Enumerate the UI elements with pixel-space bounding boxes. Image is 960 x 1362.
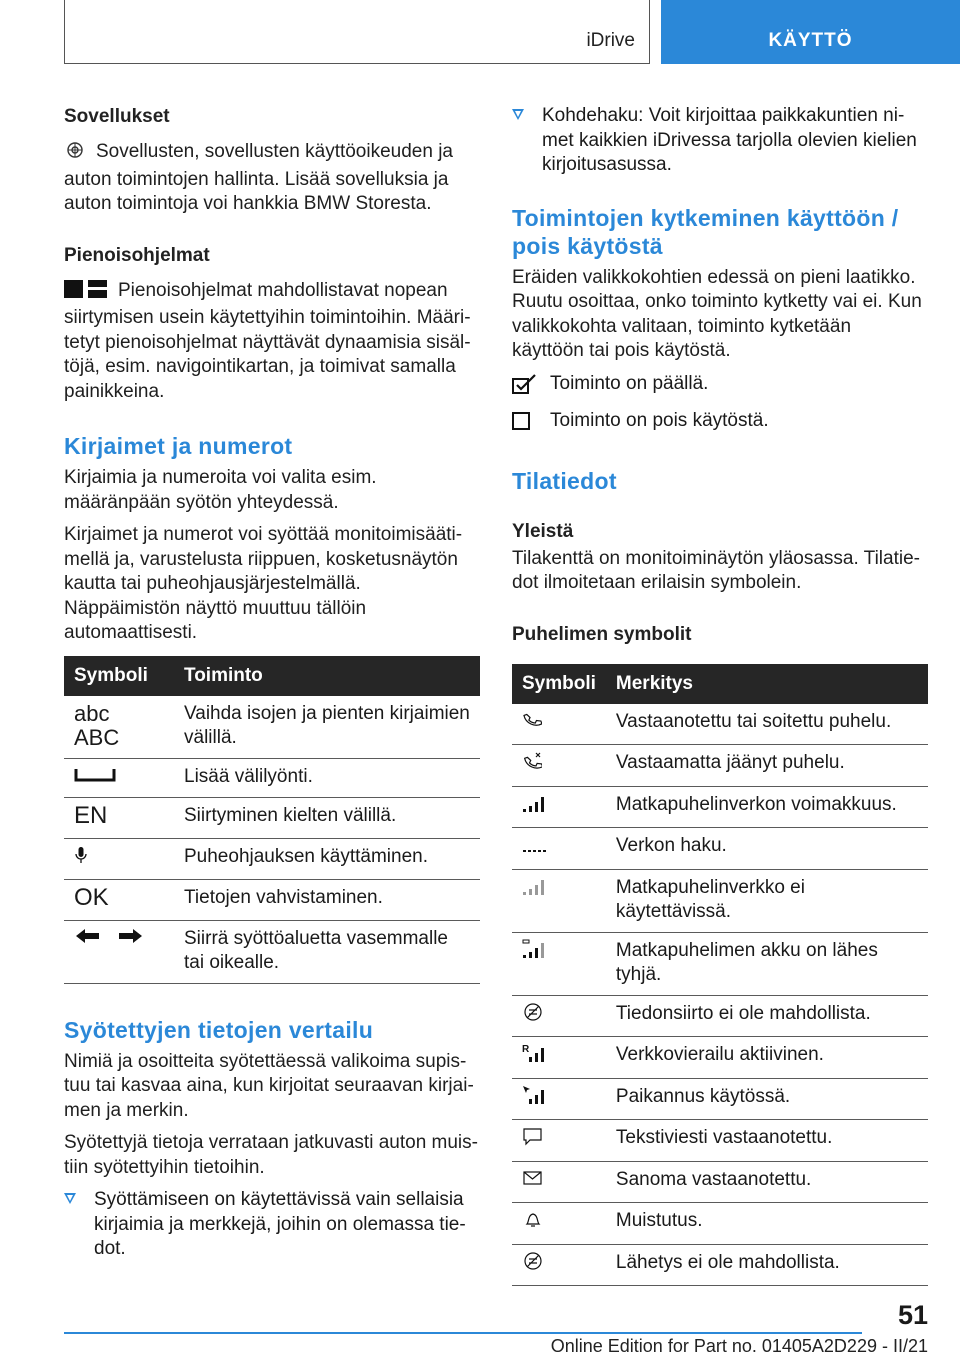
- row-text: Verkkovierailu aktiivinen.: [606, 1037, 928, 1079]
- header-frame: [64, 0, 650, 64]
- arrows-icon: [74, 929, 144, 950]
- row-text: Paikannus käytössä.: [606, 1078, 928, 1120]
- widgets-text: Pienoisohjelmat mahdollistavat nopean siirtymisen usein käytettyihin toimintoihin. Määritetyt pienoisohjelmat näyttävät dynaamisia sisältöjä, esim. navigointikartan, ja toimivat samalla painikkeina.: [64, 279, 471, 402]
- table-row: [512, 932, 928, 995]
- row-text: Sanoma vastaanotettu.: [606, 1161, 928, 1203]
- col-header-symbol: Symboli: [64, 656, 174, 696]
- table-row: [512, 786, 928, 828]
- compare-bullet-text: Syöttämiseen on käytettävissä vain sellaisia kirjaimia ja merkkejä, joihin on olemassa tiedot.: [94, 1189, 466, 1259]
- table-row: [512, 995, 928, 1037]
- row-text: Muistutus.: [606, 1203, 928, 1245]
- bell-icon: [522, 1213, 544, 1234]
- compare-p2: Syötettyjä tietoja verrataan jatkuvasti auton muistiin syötettyihin tietoihin.: [64, 1132, 478, 1178]
- apps-text: Sovellusten, sovellusten käyttöoikeuden ja auton toimintojen hallinta. Lisää sovelluksia ja auton toimintoja voi hankkia BMW Storesta.: [64, 141, 454, 214]
- table-row: [64, 696, 480, 759]
- row-text: Siirtyminen kielten välillä.: [174, 798, 480, 839]
- table-row: [512, 1120, 928, 1162]
- status-heading: Tilatiedot: [512, 467, 617, 494]
- EN-icon: EN: [74, 802, 108, 829]
- table-row: [64, 838, 480, 880]
- bullet-triangle-icon: [64, 1193, 76, 1204]
- bullet-triangle-icon: [512, 109, 524, 120]
- row-text: Puheohjauksen käyttäminen.: [174, 838, 480, 880]
- no-send-icon: [522, 1255, 544, 1276]
- apps-paragraph: [64, 140, 480, 217]
- table-row: [64, 758, 480, 798]
- widgets-icon: [64, 279, 108, 307]
- phone-icon: [522, 714, 542, 735]
- page-number: 51: [897, 1300, 928, 1330]
- table-row: [512, 828, 928, 870]
- widgets-heading: Pienoisohjelmat: [64, 244, 210, 266]
- toggle-on-text: Toiminto on päällä.: [550, 372, 709, 394]
- location-icon: [522, 1089, 548, 1110]
- compare-heading: Syötettyjen tietojen vertailu: [64, 1016, 374, 1043]
- apps-heading: Sovellukset: [64, 106, 170, 127]
- header-section-title: iDrive: [586, 30, 635, 51]
- table-row: [512, 869, 928, 932]
- apps-icon: [64, 140, 86, 168]
- envelope-icon: [522, 1172, 544, 1193]
- table-row: [512, 745, 928, 787]
- row-text: Matkapuhelinverkon voimakkuus.: [606, 786, 928, 828]
- right-column: [512, 104, 928, 1286]
- toggle-text: Eräiden valikkokohtien edessä on pieni laatikko. Ruutu osoittaa, onko toiminto kytketty vai ei. Kun valikkokohta valitaan, toiminto kytketään käyttöön tai pois käytöstä.: [512, 266, 922, 361]
- network-search-icon: [522, 838, 548, 859]
- header-chapter-label: KÄYTTÖ: [768, 30, 853, 51]
- signal-empty-icon: [522, 880, 548, 901]
- table-row: [64, 798, 480, 839]
- toggle-off-row: [512, 409, 928, 439]
- toggle-off-text: Toiminto on pois käytöstä.: [550, 410, 769, 431]
- battery-low-icon: [522, 943, 548, 964]
- checkbox-empty-icon: [512, 409, 550, 439]
- footer-rule: [64, 1332, 862, 1334]
- row-text: Lisää välilyönti.: [174, 758, 480, 798]
- row-text: Tekstiviesti vastaanotettu.: [606, 1120, 928, 1162]
- table-row: [64, 880, 480, 921]
- col-header-meaning: Merkitys: [606, 664, 928, 704]
- roaming-icon: [522, 1044, 548, 1068]
- toggle-on-row: [512, 372, 928, 402]
- row-text: Vaihda isojen ja pienten kirjaimien välillä.: [174, 696, 480, 759]
- general-heading: Yleistä: [512, 520, 574, 542]
- row-text: Vastaanotettu tai soitettu puhelu.: [606, 704, 928, 745]
- row-text: Siirrä syöttöaluetta vasemmalle tai oikealle.: [174, 920, 480, 983]
- row-text: Lähetys ei ole mahdollista.: [606, 1244, 928, 1286]
- row-text: Matkapuhelimen akku on lähes tyhjä.: [606, 932, 928, 995]
- row-text: Tiedonsiirto ei ole mahdollista.: [606, 995, 928, 1037]
- no-data-icon: [522, 1006, 544, 1027]
- search-bullet: [512, 104, 928, 178]
- general-text: Tilakenttä on monitoiminäytön yläosassa. Tilatiedot ilmoitetaan erilaisin symbolein.: [512, 547, 920, 593]
- phone-symbols-table: [512, 664, 928, 1287]
- compare-bullet: [64, 1188, 480, 1262]
- row-text: Vastaamatta jäänyt puhelu.: [606, 745, 928, 787]
- letters-p1: Kirjaimia ja numeroita voi valita esim. määränpään syötön yhteydessä.: [64, 467, 377, 513]
- microphone-icon: [74, 849, 88, 870]
- header-chapter-tab[interactable]: [661, 0, 960, 64]
- table-row: [64, 920, 480, 983]
- col-header-function: Toiminto: [174, 656, 480, 696]
- checkbox-checked-icon: [512, 372, 550, 402]
- toggle-heading: Toimintojen kytkeminen käyttöön / pois käytöstä: [512, 204, 899, 259]
- row-text: Verkon haku.: [606, 828, 928, 870]
- row-text: Tietojen vahvistaminen.: [174, 880, 480, 921]
- search-bullet-text: Kohdehaku: Voit kirjoittaa paikkakuntien nimet kaikkien iDrivessa tarjolla olevien kielien kirjoitusasussa.: [542, 105, 917, 175]
- svg-text:R: R: [522, 1044, 530, 1055]
- abc-ABC-icon: abc ABC: [74, 700, 120, 750]
- table-row: [512, 1161, 928, 1203]
- table-row: [512, 1203, 928, 1245]
- letters-table: [64, 656, 480, 984]
- phone-heading: Puhelimen symbolit: [512, 623, 692, 645]
- table-row: [512, 704, 928, 745]
- letters-heading: Kirjaimet ja numerot: [64, 433, 293, 459]
- letters-p2: Kirjaimet ja numerot voi syöttää monitoimisäätimellä ja, varustelusta riippuen, kosketusnäytön kautta tai puheohjausjärjestelmällä. Näppäimistön näyttö muuttuu tällöin automaattisesti.: [64, 524, 463, 643]
- widgets-paragraph: [64, 279, 480, 405]
- compare-p1: Nimiä ja osoitteita syötettäessä valikoima supistuu tai kasvaa aina, kun kirjoitat seuraavan kirjaimen ja merkin.: [64, 1050, 474, 1121]
- footer-edition: Online Edition for Part no. 01405A2D229 - II/21: [550, 1336, 928, 1356]
- table-row: [512, 1037, 928, 1079]
- table-row: [512, 1244, 928, 1286]
- sms-icon: [522, 1130, 544, 1151]
- missed-call-icon: [522, 755, 542, 776]
- col-header-symbol: Symboli: [512, 664, 606, 704]
- left-column: [64, 100, 480, 1270]
- table-row: [512, 1078, 928, 1120]
- signal-full-icon: [522, 797, 548, 818]
- row-text: Matkapuhelinverkko ei käytettävissä.: [606, 869, 928, 932]
- OK-icon: OK: [74, 884, 109, 911]
- space-bar-icon: [74, 767, 116, 788]
